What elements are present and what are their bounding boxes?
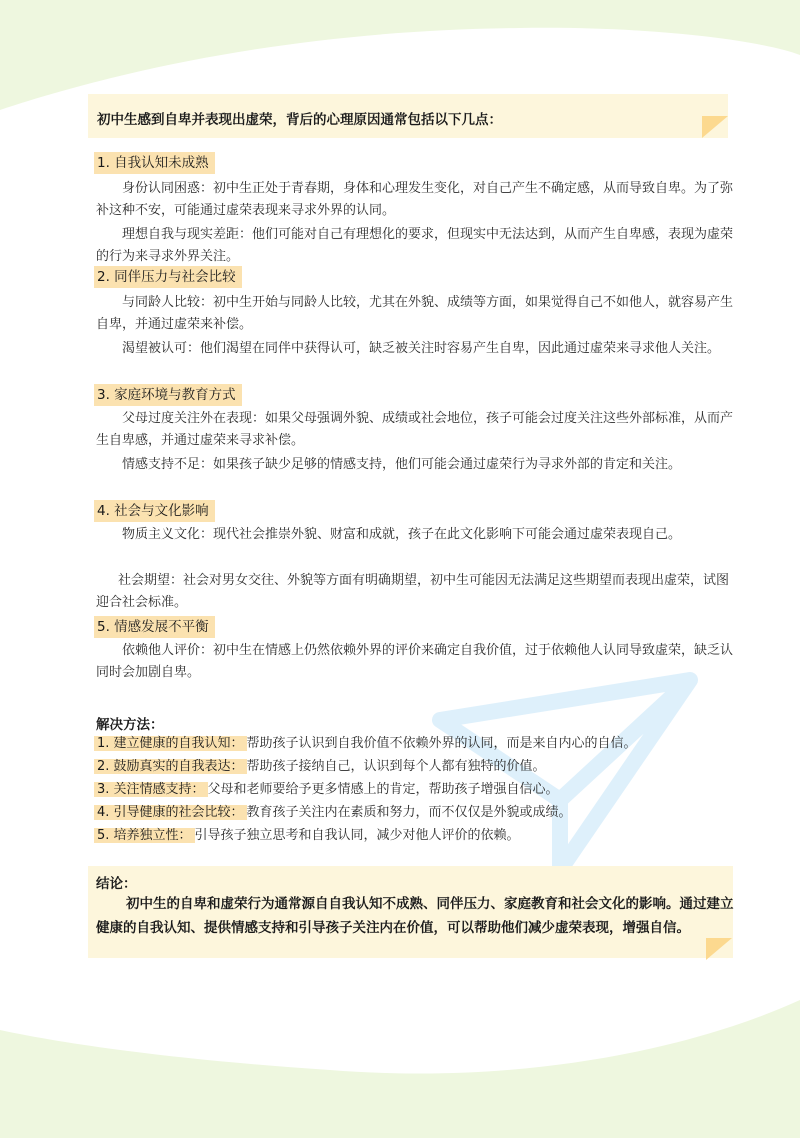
intro-heading: 初中生感到自卑并表现出虚荣，背后的心理原因通常包括以下几点： [97, 112, 502, 128]
section-heading-5: 5. 情感发展不平衡 [94, 616, 215, 638]
solution-item-3: 3. 关注情感支持： 父母和老师要给予更多情感上的肯定，帮助孩子增强自信心。 [94, 780, 559, 800]
corner-fold-icon [706, 938, 732, 960]
section-3-item-1: 父母过度关注外在表现：如果父母强调外貌、成绩或社会地位，孩子可能会过度关注这些外部标准，从而产生自卑感，并通过虚荣来寻求补偿。 [96, 411, 734, 448]
section-4-item-2: 社会期望：社会对男女交往、外貌等方面有明确期望，初中生可能因无法满足这些期望而表现出虚荣，试图迎合社会标准。 [96, 573, 730, 610]
solution-item-4: 4. 引导健康的社会比较： 教育孩子关注内在素质和努力，而不仅仅是外貌或成绩。 [94, 803, 572, 823]
conclusion-title: 结论： [96, 876, 137, 892]
section-4-item-1: 物质主义文化：现代社会推崇外貌、财富和成就，孩子在此文化影响下可能会通过虚荣表现自己。 [122, 527, 682, 542]
section-heading-4: 4. 社会与文化影响 [94, 500, 215, 522]
section-heading-3: 3. 家庭环境与教育方式 [94, 384, 242, 406]
solution-item-1: 1. 建立健康的自我认知： 帮助孩子认识到自我价值不依赖外界的认同，而是来自内心的自信。 [94, 734, 637, 754]
conclusion-text: 初中生的自卑和虚荣行为通常源自自我认知不成熟、同伴压力、家庭教育和社会文化的影响。通过建立健康的自我认知、提供情感支持和引导孩子关注内在价值，可以帮助他们减少虚荣表现，增强自信。 [96, 896, 734, 936]
section-3-item-2: 情感支持不足：如果孩子缺少足够的情感支持，他们可能会通过虚荣行为寻求外部的肯定和关注。 [122, 457, 682, 472]
solutions-title: 解决方法： [96, 717, 164, 733]
section-5-item-1: 依赖他人评价：初中生在情感上仍然依赖外界的评价来确定自我价值，过于依赖他人认同导致虚荣，缺乏认同时会加剧自卑。 [96, 643, 734, 680]
section-2-item-2: 渴望被认可：他们渴望在同伴中获得认可，缺乏被关注时容易产生自卑，因此通过虚荣来寻求他人关注。 [122, 341, 721, 356]
solution-item-2: 2. 鼓励真实的自我表达： 帮助孩子接纳自己，认识到每个人都有独特的价值。 [94, 757, 546, 777]
section-1-item-2: 理想自我与现实差距：他们可能对自己有理想化的要求，但现实中无法达到，从而产生自卑感，表现为虚荣的行为来寻求外界关注。 [96, 227, 734, 264]
section-2-item-1: 与同龄人比较：初中生开始与同龄人比较，尤其在外貌、成绩等方面，如果觉得自己不如他人，就容易产生自卑，并通过虚荣来补偿。 [96, 295, 734, 332]
solution-item-5: 5. 培养独立性： 引导孩子独立思考和自我认同，减少对他人评价的依赖。 [94, 826, 520, 846]
corner-fold-icon [702, 116, 728, 138]
section-1-item-1: 身份认同困惑：初中生正处于青春期，身体和心理发生变化，对自己产生不确定感，从而导致自卑。为了弥补这种不安，可能通过虚荣表现来寻求外界的认同。 [96, 181, 734, 218]
section-heading-2: 2. 同伴压力与社会比较 [94, 266, 242, 288]
section-heading-1: 1. 自我认知未成熟 [94, 152, 215, 174]
